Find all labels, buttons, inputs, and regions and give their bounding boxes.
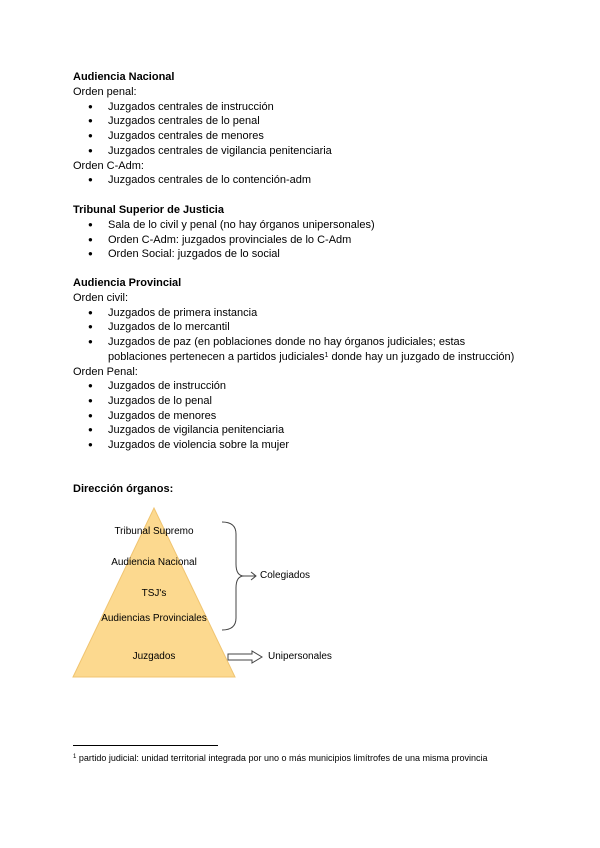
section-heading: Dirección órganos:	[73, 483, 174, 495]
list-item: ● Juzgados de lo penal	[73, 394, 553, 409]
list-item: ● Juzgados de lo mercantil	[73, 320, 553, 335]
list-item: ● Juzgados de instrucción	[73, 379, 553, 394]
orden-penal-label: Orden penal:	[73, 86, 137, 98]
pyramid-level-tsj: TSJ's	[141, 588, 167, 599]
section-heading: Tribunal Superior de Justicia	[73, 204, 224, 216]
orden-civil-label: Orden civil:	[73, 292, 129, 304]
paz-line-1: Juzgados de paz (en poblaciones donde no hay órganos judiciales; estas	[108, 336, 466, 349]
list-item: ● Juzgados de primera instancia	[73, 306, 553, 321]
orden-cadm-label: Orden C-Adm:	[73, 159, 144, 172]
list-item: ● Orden C-Adm: juzgados provinciales de lo C-Adm	[73, 233, 553, 248]
pyramid-level-tribunal-supremo: Tribunal Supremo	[114, 526, 194, 537]
orden-penal-label: Orden Penal:	[73, 365, 138, 378]
section-heading: Audiencia Nacional	[73, 71, 175, 83]
pyramid-level-audiencias-provinciales: Audiencias Provinciales	[101, 613, 207, 624]
colegiados-brace	[222, 522, 244, 630]
footnote-reference[interactable]: 1	[324, 351, 329, 359]
paz-line-2b: donde hay un juzgado de instrucción)	[328, 350, 515, 363]
list-item: ● Juzgados centrales de instrucción	[73, 100, 553, 115]
colegiados-arrow	[244, 572, 256, 580]
list-item: ● Sala de lo civil y penal (no hay órganos unipersonales)	[73, 218, 553, 233]
section-heading: Audiencia Provincial	[73, 277, 182, 289]
unipersonales-arrow	[228, 651, 262, 663]
list-item: ● Juzgados de vigilancia penitenciaria	[73, 423, 553, 438]
paz-line-2a: poblaciones pertenecen a partidos judiciales	[108, 350, 325, 363]
unipersonales-label: Unipersonales	[268, 651, 332, 662]
colegiados-label: Colegiados	[260, 570, 311, 581]
list-item: ● Orden Social: juzgados de lo social	[73, 247, 553, 262]
list-item: ● Juzgados centrales de lo contención-adm	[73, 173, 553, 188]
list-item: ● Juzgados de menores	[73, 409, 553, 424]
footnote	[73, 752, 513, 764]
pyramid-level-audiencia-nacional: Audiencia Nacional	[111, 557, 197, 568]
list-item: ● Juzgados centrales de menores	[73, 129, 553, 144]
footnote-mark: 1	[73, 754, 77, 760]
list-item: ● Juzgados centrales de vigilancia penitenciaria	[73, 144, 553, 159]
list-item: ● Juzgados centrales de lo penal	[73, 114, 553, 129]
list-item: ● Juzgados de violencia sobre la mujer	[73, 438, 553, 453]
pyramid-level-juzgados: Juzgados	[132, 651, 176, 662]
footnote-separator	[73, 745, 218, 746]
footnote-text: partido judicial: unidad territorial integrada por uno o más municipios limítrofes de una misma provincia	[76, 753, 488, 763]
